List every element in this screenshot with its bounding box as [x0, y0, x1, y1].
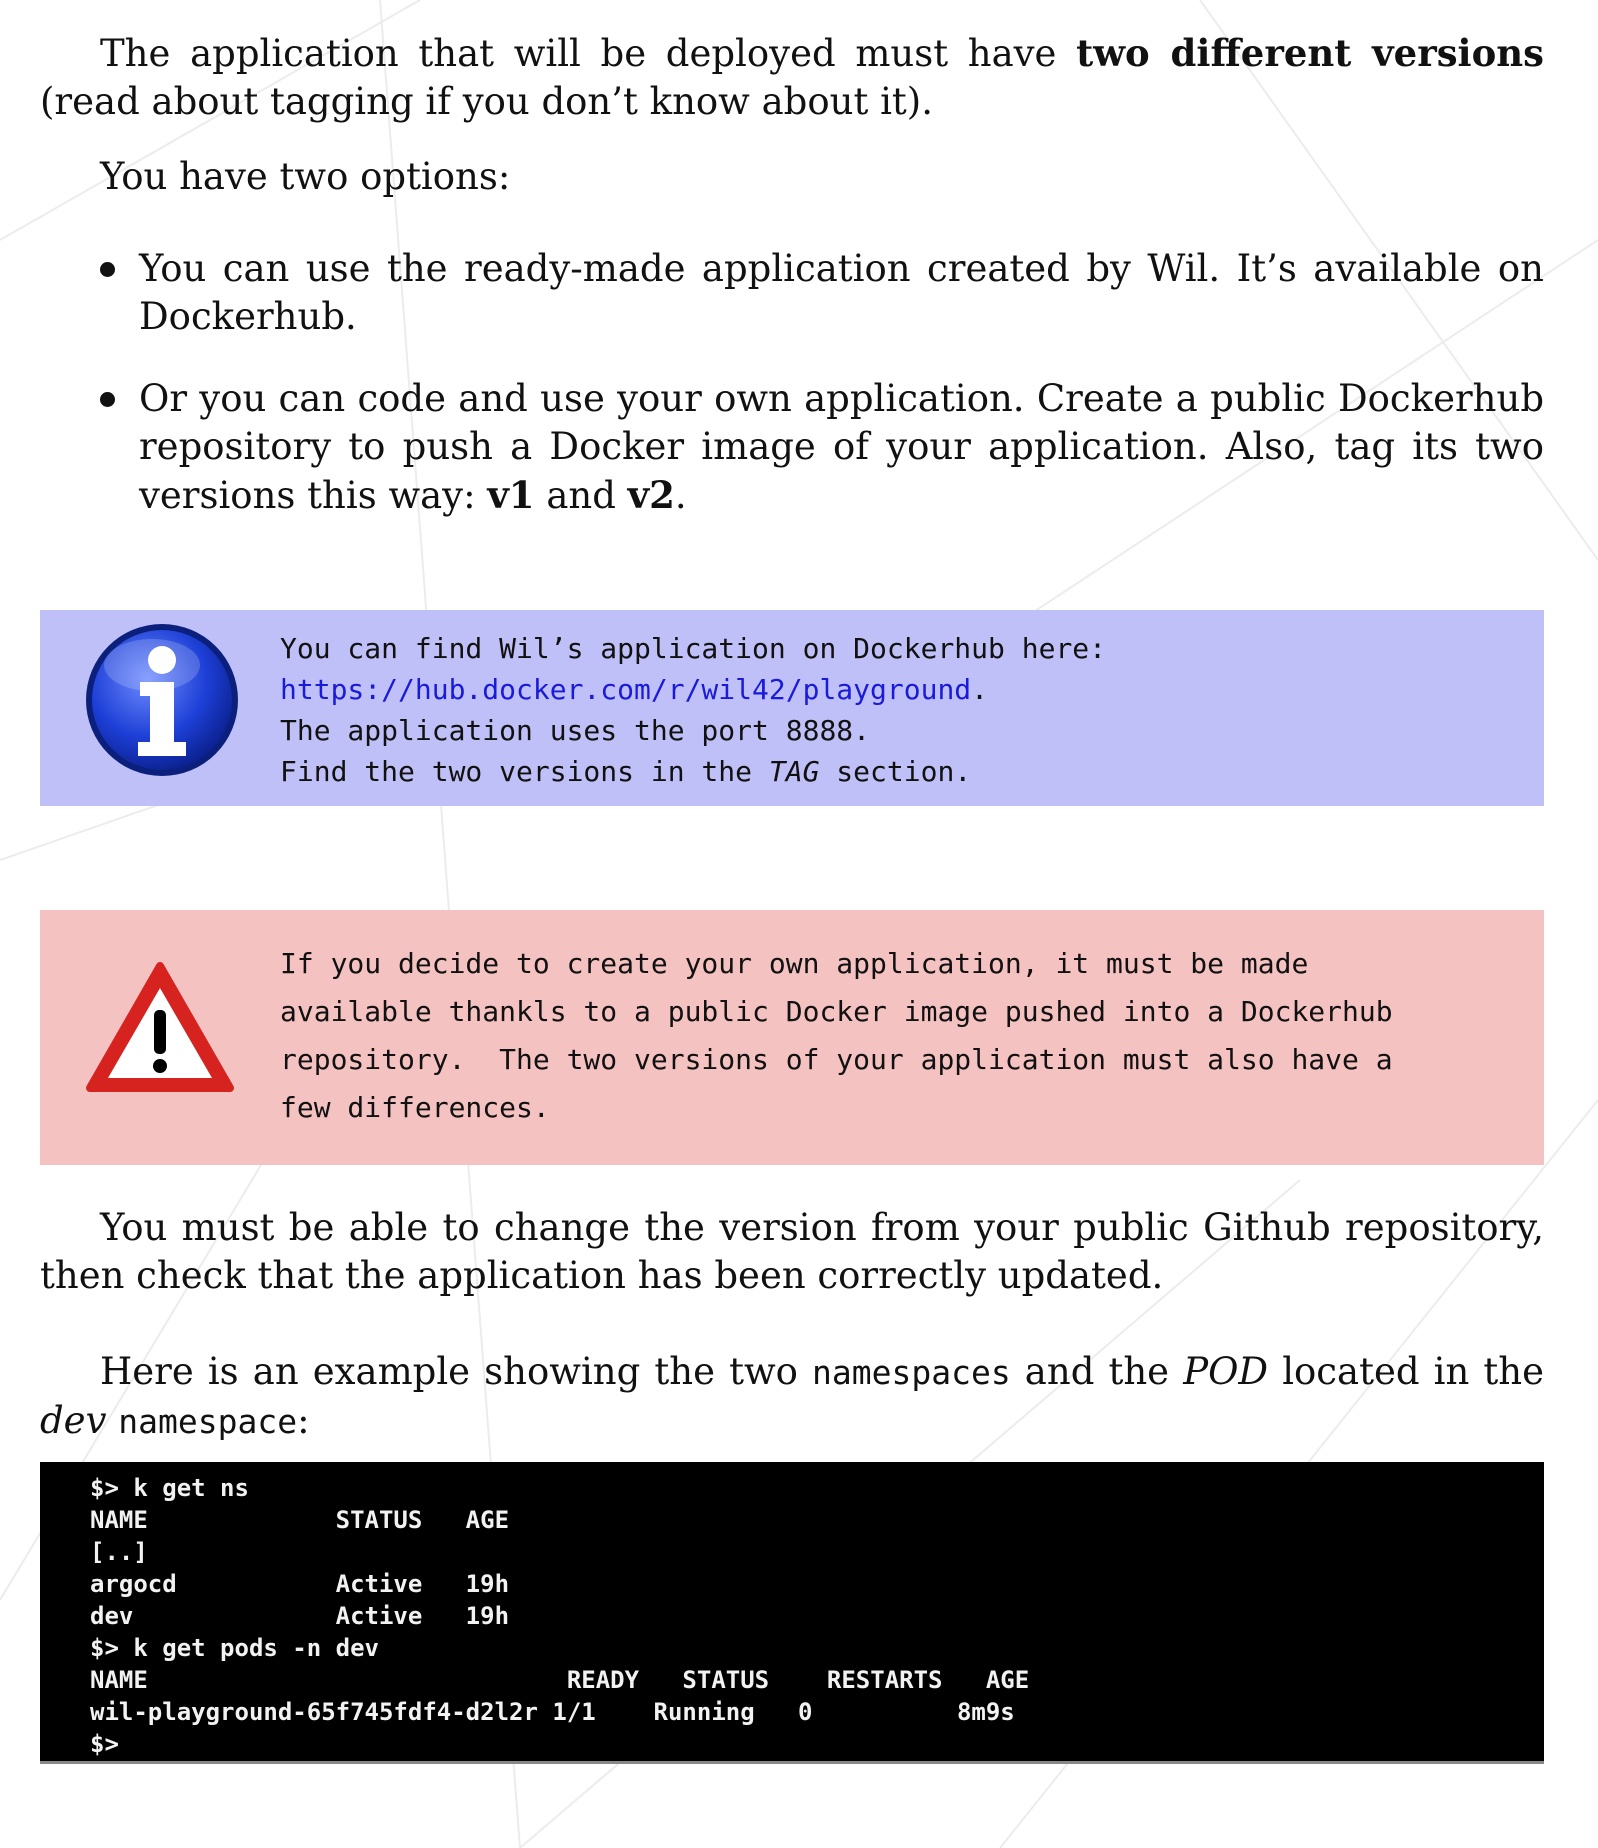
- terminal-line: dev Active 19h: [90, 1602, 510, 1630]
- bullet-icon: [100, 262, 115, 277]
- terminal-output: [40, 1462, 1544, 1764]
- option-2-text: Or you can code and use your own application. Create a public Dockerhub repository to push a Docker image of your application. Also, tag its two versions this way:: [139, 377, 1544, 517]
- terminal-line: $> k get pods -n dev: [90, 1634, 379, 1662]
- terminal-line: [..]: [90, 1538, 148, 1566]
- intro-text-1: The application that will be deployed must have: [100, 32, 1077, 75]
- pod-term: POD: [1183, 1350, 1269, 1393]
- info-line-4a: Find the two versions in the: [280, 755, 769, 788]
- option-2-end: .: [674, 474, 687, 517]
- intro-text-2: (read about tagging if you don’t know about it).: [40, 80, 933, 123]
- version-v2: v2: [627, 473, 675, 517]
- info-line-1: You can find Wil’s application on Dockerhub here:: [280, 632, 1107, 665]
- terminal-line: $>: [90, 1730, 119, 1758]
- namespace-code: namespace: [118, 1402, 298, 1441]
- example-text-1: Here is an example showing the two: [100, 1350, 813, 1393]
- list-item: [40, 375, 1544, 520]
- terminal-line: NAME READY STATUS RESTARTS AGE: [90, 1666, 1030, 1694]
- version-v1: v1: [487, 473, 535, 517]
- list-item: [40, 245, 1544, 341]
- example-text-3: located in the: [1268, 1350, 1544, 1393]
- namespaces-code: namespaces: [812, 1353, 1011, 1392]
- option-1-text: You can use the ready-made application created by Wil. It’s available on Dockerhub.: [139, 247, 1544, 338]
- example-text-2: and the: [1010, 1350, 1184, 1393]
- dev-term: dev: [40, 1399, 107, 1442]
- bullet-icon: [100, 392, 115, 407]
- terminal-line: argocd Active 19h: [90, 1570, 510, 1598]
- terminal-line: NAME STATUS AGE: [90, 1506, 510, 1534]
- info-tag: TAG: [768, 755, 820, 788]
- info-line-3: The application uses the port 8888.: [280, 714, 871, 747]
- warning-icon: [84, 960, 236, 1096]
- example-paragraph: [40, 1348, 1544, 1446]
- warning-callout: [40, 910, 1544, 1165]
- info-line-4b: section.: [819, 755, 972, 788]
- info-callout: [40, 610, 1544, 806]
- intro-paragraph: [40, 29, 1544, 126]
- options-list: [40, 245, 1544, 520]
- terminal-line: $> k get ns: [90, 1474, 249, 1502]
- option-2-and: and: [534, 474, 628, 517]
- options-intro: You have two options:: [100, 155, 511, 198]
- warning-text: If you decide to create your own application, it must be made available thankls to a public Docker image pushed into a Dockerhub repository. The two versions of your application must also have a few differences.: [280, 947, 1393, 1124]
- info-link-end: .: [971, 673, 989, 706]
- terminal-line: wil-playground-65f745fdf4-d2l2r 1/1 Running 0 8m9s: [90, 1698, 1015, 1726]
- info-text: [280, 628, 1520, 792]
- info-icon: [82, 620, 242, 780]
- example-end: :: [297, 1399, 310, 1442]
- update-paragraph: You must be able to change the version from your public Github repository, then check that the application has been correctly updated.: [40, 1206, 1544, 1297]
- intro-text-bold: two different versions: [1076, 31, 1544, 75]
- dockerhub-link[interactable]: https://hub.docker.com/r/wil42/playground: [280, 673, 972, 706]
